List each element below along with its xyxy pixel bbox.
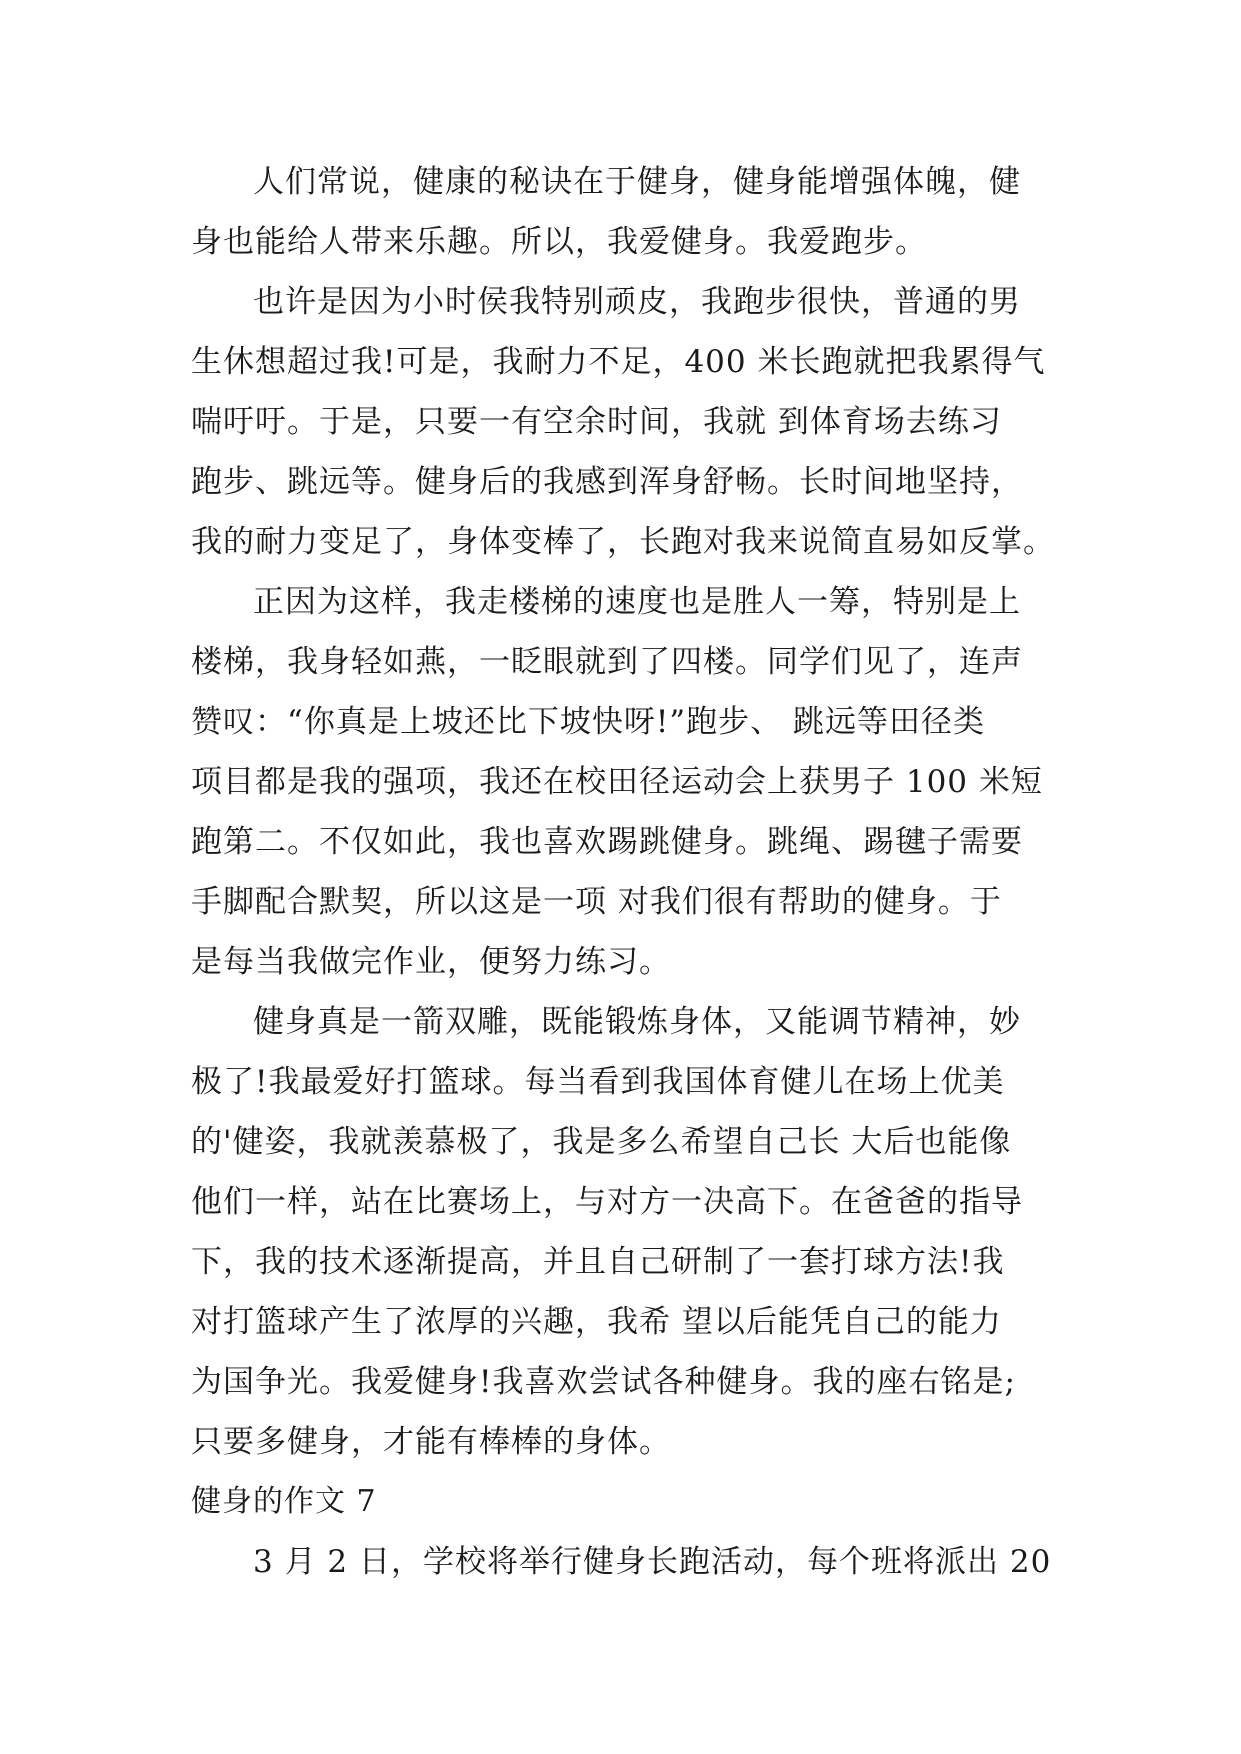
paragraph-4-line-2: 极了!我最爱好打篮球。每当看到我国体育健儿在场上优美	[191, 1064, 1005, 1100]
paragraph-4-line-4: 他们一样，站在比赛场上，与对方一决高下。在爸爸的指导	[191, 1184, 1023, 1220]
paragraph-3-line-6: 手脚配合默契，所以这是一项 对我们很有帮助的健身。于	[191, 884, 1002, 920]
paragraph-1-line-1: 人们常说，健康的秘诀在于健身，健身能增强体魄，健	[253, 164, 1021, 200]
paragraph-4-line-6: 对打篮球产生了浓厚的兴趣，我希 望以后能凭自己的能力	[191, 1304, 1002, 1340]
paragraph-2-line-5: 我的耐力变足了，身体变棒了，长跑对我来说简直易如反掌。	[191, 524, 1055, 560]
paragraph-4-line-5: 下，我的技术逐渐提高，并且自己研制了一套打球方法!我	[191, 1244, 1005, 1280]
paragraph-4-line-8: 只要多健身，才能有棒棒的身体。	[191, 1424, 671, 1460]
paragraph-4-line-3: 的'健姿，我就羡慕极了，我是多么希望自己长 大后也能像	[191, 1124, 1012, 1160]
paragraph-4-line-7: 为国争光。我爱健身!我喜欢尝试各种健身。我的座右铭是;	[191, 1364, 1016, 1400]
paragraph-3-line-4: 项目都是我的强项，我还在校田径运动会上获男子 100 米短	[191, 764, 1043, 800]
paragraph-5-line-1: 3 月 2 日，学校将举行健身长跑活动，每个班将派出 20	[253, 1544, 1052, 1580]
paragraph-3-line-3: 赞叹：“你真是上坡还比下坡快呀!”跑步、 跳远等田径类	[191, 704, 986, 740]
paragraph-2-line-1: 也许是因为小时侯我特别顽皮，我跑步很快，普通的男	[253, 284, 1021, 320]
paragraph-4-line-1: 健身真是一箭双雕，既能锻炼身体，又能调节精神，妙	[253, 1004, 1021, 1040]
paragraph-2-line-3: 喘吁吁。于是，只要一有空余时间，我就 到体育场去练习	[191, 404, 1002, 440]
paragraph-2-line-4: 跑步、跳远等。健身后的我感到浑身舒畅。长时间地坚持，	[191, 464, 1023, 500]
paragraph-3-line-1: 正因为这样，我走楼梯的速度也是胜人一筹，特别是上	[253, 584, 1021, 620]
paragraph-3-line-7: 是每当我做完作业，便努力练习。	[191, 944, 671, 980]
section-heading: 健身的作文 7	[191, 1484, 377, 1519]
paragraph-3-line-5: 跑第二。不仅如此，我也喜欢踢跳健身。跳绳、踢毽子需要	[191, 824, 1023, 860]
paragraph-1-line-2: 身也能给人带来乐趣。所以，我爱健身。我爱跑步。	[191, 224, 927, 260]
paragraph-3-line-2: 楼梯，我身轻如燕，一眨眼就到了四楼。同学们见了，连声	[191, 644, 1023, 680]
paragraph-2-line-2: 生休想超过我!可是，我耐力不足，400 米长跑就把我累得气	[191, 344, 1046, 380]
